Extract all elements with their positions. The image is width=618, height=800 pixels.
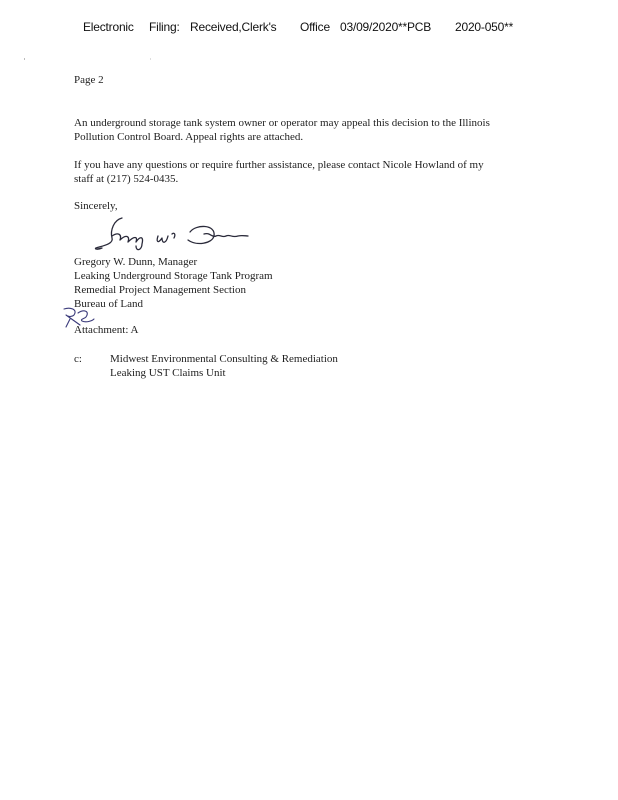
appeal-paragraph	[74, 116, 544, 144]
paragraph-line: If you have any questions or require further assistance, please contact Nicole Howland of my	[74, 159, 484, 171]
page-number: Page 2	[74, 74, 104, 86]
attachment-line: Attachment: A	[74, 324, 139, 336]
signatory-bureau: Bureau of Land	[74, 298, 144, 310]
signatory-program: Leaking Underground Storage Tank Program	[74, 270, 273, 282]
stamp-part-date: 03/09/2020**PCB	[340, 20, 432, 34]
paragraph-line: Pollution Control Board. Appeal rights are attached.	[74, 131, 304, 143]
cc-recipient-list	[110, 352, 338, 380]
handwritten-signature	[92, 214, 252, 254]
stamp-part-electronic: Electronic	[83, 20, 134, 34]
cc-recipient: Leaking UST Claims Unit	[110, 367, 226, 379]
paragraph-line: staff at (217) 524-0435.	[74, 173, 179, 185]
scan-speck	[150, 58, 151, 60]
stamp-part-filing: Filing:	[149, 20, 180, 34]
paragraph-line: An underground storage tank system owner or operator may appeal this decision to the Illinois	[74, 117, 490, 129]
cc-label: c:	[74, 353, 82, 365]
stamp-part-received: Received,Clerk's	[190, 20, 277, 34]
contact-paragraph	[74, 158, 544, 186]
scan-speck	[24, 58, 25, 60]
signatory-name: Gregory W. Dunn, Manager	[74, 256, 198, 268]
cc-recipient: Midwest Environmental Consulting & Remediation	[110, 353, 338, 365]
signature-block	[74, 255, 273, 311]
stamp-part-case-number: 2020-050**	[455, 20, 514, 34]
electronic-filing-stamp	[0, 20, 618, 36]
stamp-part-office: Office	[300, 20, 330, 34]
closing-salutation: Sincerely,	[74, 200, 118, 212]
signatory-section: Remedial Project Management Section	[74, 284, 246, 296]
